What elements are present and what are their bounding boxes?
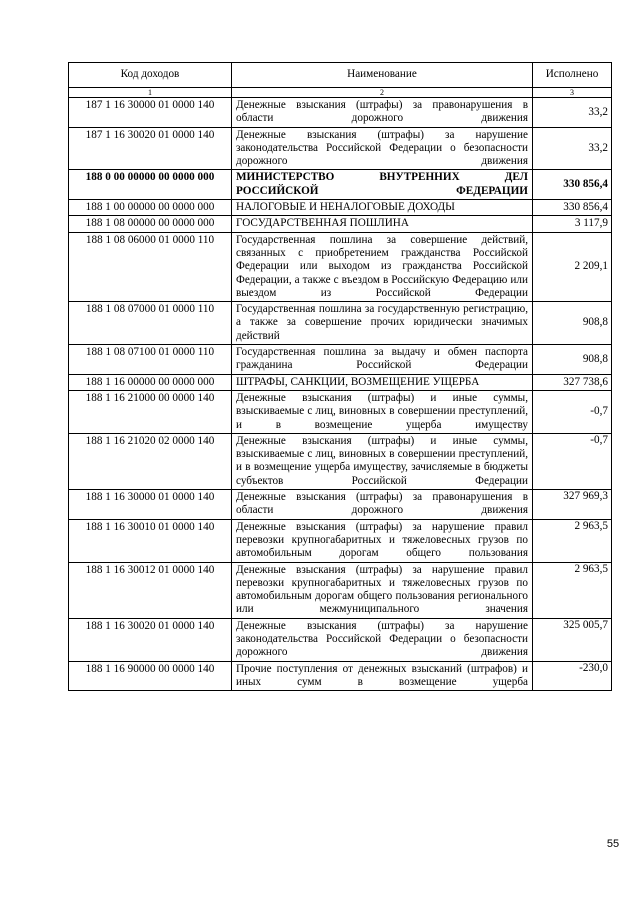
income-name: Денежные взыскания (штрафы) за нарушение законодательства Российской Федерации о безопасности дорожного движения [232,618,533,661]
income-code: 188 1 08 07100 01 0000 110 [69,345,232,375]
executed-amount: 330 856,4 [533,170,612,200]
table-row [69,519,612,562]
income-code: 188 1 08 06000 01 0000 110 [69,232,232,301]
table-row [69,562,612,618]
income-name: Денежные взыскания (штрафы) за правонарушения в области дорожного движения [232,490,533,520]
table-row [69,374,612,390]
executed-amount: 908,8 [533,345,612,375]
executed-amount: 330 856,4 [533,200,612,216]
column-number-row [69,88,612,98]
income-name: ГОСУДАРСТВЕННАЯ ПОШЛИНА [232,216,533,232]
page-number: 55 [606,838,620,850]
executed-amount: -0,7 [533,433,612,489]
income-code: 188 0 00 00000 00 0000 000 [69,170,232,200]
executed-amount: 327 969,3 [533,490,612,520]
income-name: Денежные взыскания (штрафы) и иные суммы, взыскиваемые с лиц, виновных в совершении преступлений, и в возмещение ущерба имуществу, зачисляемые в бюджеты субъектов Российской Федерации [232,433,533,489]
income-name: Денежные взыскания (штрафы) за нарушение правил перевозки крупногабаритных и тяжеловесных грузов по автомобильным дорогам общего пользования [232,519,533,562]
table-row [69,390,612,433]
income-name: Государственная пошлина за выдачу и обмен паспорта гражданина Российской Федерации [232,345,533,375]
executed-amount: 33,2 [533,127,612,170]
income-code: 188 1 08 00000 00 0000 000 [69,216,232,232]
income-code: 188 1 16 30012 01 0000 140 [69,562,232,618]
executed-amount: 3 117,9 [533,216,612,232]
table-row [69,216,612,232]
executed-amount: 908,8 [533,302,612,345]
column-number: 3 [533,88,612,98]
income-name: Денежные взыскания (штрафы) за правонарушения в области дорожного движения [232,98,533,128]
executed-amount: -0,7 [533,390,612,433]
income-name: Денежные взыскания (штрафы) за нарушение законодательства Российской Федерации о безопасности дорожного движения [232,127,533,170]
header-code: Код доходов [69,63,232,88]
income-code: 188 1 00 00000 00 0000 000 [69,200,232,216]
income-code: 188 1 16 90000 00 0000 140 [69,661,232,691]
table-row [69,232,612,301]
table-row [69,345,612,375]
table-row [69,490,612,520]
income-name: НАЛОГОВЫЕ И НЕНАЛОГОВЫЕ ДОХОДЫ [232,200,533,216]
income-name: МИНИСТЕРСТВО ВНУТРЕННИХ ДЕЛ РОССИЙСКОЙ ФЕДЕРАЦИИ [232,170,533,200]
income-code: 188 1 08 07000 01 0000 110 [69,302,232,345]
executed-amount: 2 209,1 [533,232,612,301]
income-name: Денежные взыскания (штрафы) и иные суммы, взыскиваемые с лиц, виновных в совершении преступлений, и в возмещение ущерба имуществу [232,390,533,433]
income-code: 187 1 16 30020 01 0000 140 [69,127,232,170]
executed-amount: -230,0 [533,661,612,691]
header-name: Наименование [232,63,533,88]
income-code: 187 1 16 30000 01 0000 140 [69,98,232,128]
income-name: Прочие поступления от денежных взысканий (штрафов) и иных сумм в возмещение ущерба [232,661,533,691]
income-name: Денежные взыскания (штрафы) за нарушение правил перевозки крупногабаритных и тяжеловесных грузов по автомобильным дорогам общего пользования регионального или межмуниципального значения [232,562,533,618]
header-amount: Исполнено [533,63,612,88]
table-row [69,302,612,345]
income-code: 188 1 16 21020 02 0000 140 [69,433,232,489]
revenue-report-page [68,62,611,691]
executed-amount: 2 963,5 [533,519,612,562]
executed-amount: 325 005,7 [533,618,612,661]
table-header-row [69,63,612,88]
column-number: 1 [69,88,232,98]
income-name: Государственная пошлина за совершение действий, связанных с приобретением гражданства Российской Федерации или выходом из гражданства Российской Федерации, а также с въездом в Российскую Федерацию или выездом из Российской Федерации [232,232,533,301]
executed-amount: 33,2 [533,98,612,128]
table-row [69,433,612,489]
table-row [69,127,612,170]
executed-amount: 327 738,6 [533,374,612,390]
income-code: 188 1 16 21000 00 0000 140 [69,390,232,433]
executed-amount: 2 963,5 [533,562,612,618]
income-code: 188 1 16 30000 01 0000 140 [69,490,232,520]
income-code: 188 1 16 30020 01 0000 140 [69,618,232,661]
table-row [69,170,612,200]
revenue-table [68,62,612,691]
income-code: 188 1 16 30010 01 0000 140 [69,519,232,562]
table-row [69,98,612,128]
column-number: 2 [232,88,533,98]
table-row [69,618,612,661]
income-name: ШТРАФЫ, САНКЦИИ, ВОЗМЕЩЕНИЕ УЩЕРБА [232,374,533,390]
income-name: Государственная пошлина за государственную регистрацию, а также за совершение прочих юридически значимых действий [232,302,533,345]
table-row [69,661,612,691]
table-row [69,200,612,216]
income-code: 188 1 16 00000 00 0000 000 [69,374,232,390]
